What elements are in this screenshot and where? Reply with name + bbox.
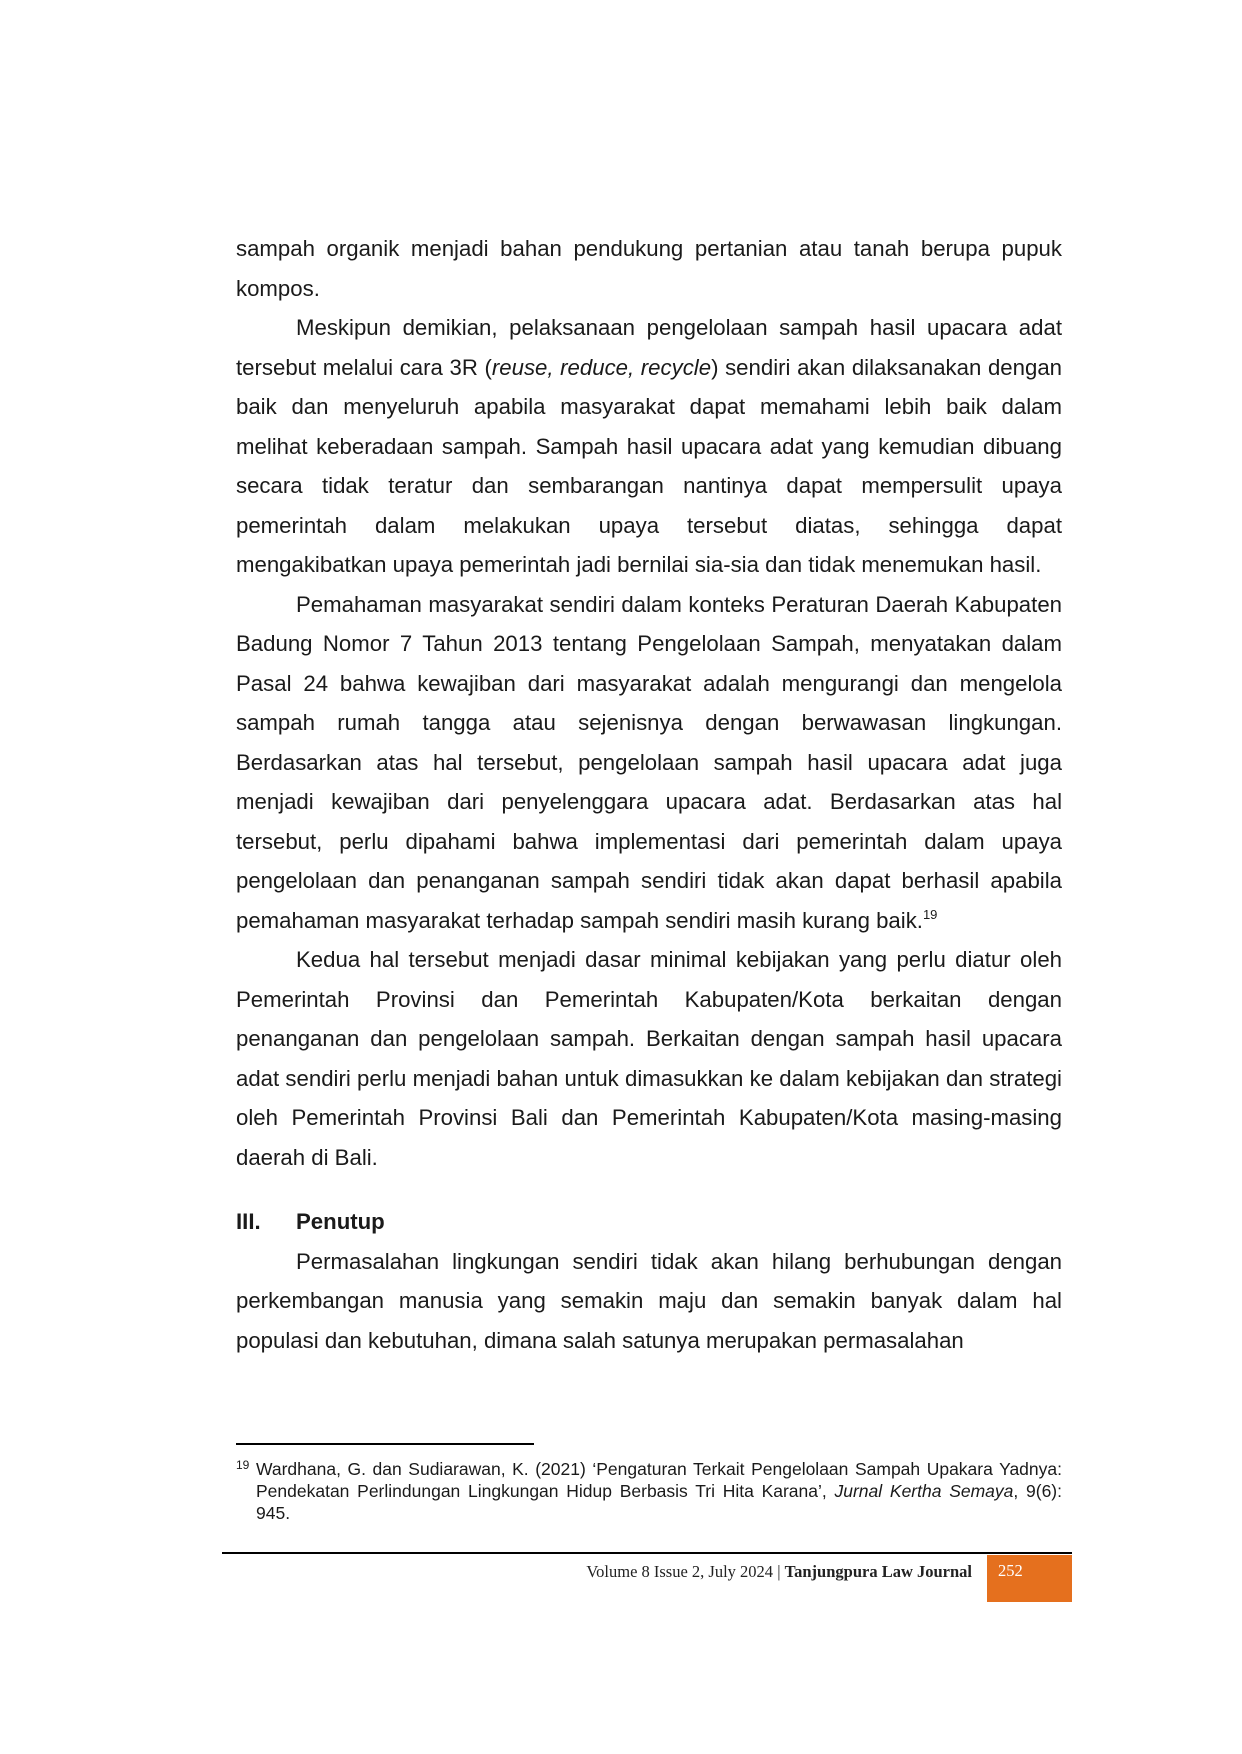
page-number-box (987, 1555, 1072, 1602)
paragraph-1 (236, 229, 1062, 308)
paragraph-3-text: Pemahaman masyarakat sendiri dalam konteks Peraturan Daerah Kabupaten Badung Nomor 7 Tahun 2013 tentang Pengelolaan Sampah, menyatakan dalam Pasal 24 bahwa kewajiban dari masyarakat adalah mengurangi dan mengelola sampah rumah tangga atau sejenisnya dengan berwawasan lingkungan. Berdasarkan atas hal tersebut, pengelolaan sampah hasil upacara adat juga menjadi kewajiban dari penyelenggara upacara adat. Berdasarkan atas hal tersebut, perlu dipahami bahwa implementasi dari pemerintah dalam upaya pengelolaan dan penanganan sampah sendiri tidak akan dapat berhasil apabila pemahaman masyarakat terhadap sampah sendiri masih kurang baik. (236, 591, 1062, 933)
paragraph-4-text: Kedua hal tersebut menjadi dasar minimal kebijakan yang perlu diatur oleh Pemerintah Provinsi dan Pemerintah Kabupaten/Kota berkaitan dengan penanganan dan pengelolaan sampah. Berkaitan dengan sampah hasil upacara adat sendiri perlu menjadi bahan untuk dimasukkan ke dalam kebijakan dan strategi oleh Pemerintah Provinsi Bali dan Pemerintah Kabupaten/Kota masing-masing daerah di Bali. (236, 947, 1062, 1170)
footnote-divider (236, 1443, 534, 1445)
footer-journal-name: Tanjungpura Law Journal (784, 1562, 972, 1581)
footnote-mark: 19 (236, 1458, 250, 1472)
footnote-text-start: Wardhana, G. dan Sudiarawan, K. (2021) ‘Pengaturan Terkait Pengelolaan Sampah Upakara Yadnya: Pendekatan Perlindungan Lingkungan Hidup Berbasis Tri Hita Karana’, (256, 1459, 1062, 1501)
page-number: 252 (998, 1561, 1023, 1580)
footnote-body (256, 1458, 1062, 1524)
footnote-journal-title: Jurnal Kertha Semaya (834, 1481, 1014, 1501)
footer-issue: Volume 8 Issue 2, July 2024 (586, 1562, 774, 1581)
footnote-text-end: , 9(6): 945. (256, 1481, 1062, 1523)
paragraph-4 (236, 940, 1062, 1177)
footnote-19 (236, 1458, 1062, 1524)
section-number: III. (236, 1209, 261, 1234)
closing-paragraph (236, 1242, 1062, 1361)
footnote-reference-19[interactable]: 19 (922, 906, 938, 922)
paragraph-3 (236, 585, 1062, 941)
paragraph-2-text-start: Meskipun demikian, pelaksanaan pengelolaan sampah hasil upacara adat tersebut melalui cara 3R ( (236, 315, 1062, 380)
paragraph-1-text: sampah organik menjadi bahan pendukung pertanian atau tanah berupa pupuk kompos. (236, 236, 1062, 301)
paragraph-2-italic-terms: reuse, reduce, recycle (491, 354, 712, 380)
footer-separator: | (777, 1562, 781, 1581)
running-footer (586, 1560, 972, 1584)
paragraph-2-text-end: ) sendiri akan dilaksanakan dengan baik dan menyeluruh apabila masyarakat dapat memahami lebih baik dalam melihat keberadaan sampah. Sampah hasil upacara adat yang kemudian dibuang secara tidak teratur dan sembarangan nantinya dapat mempersulit upaya pemerintah dalam melakukan upaya tersebut diatas, sehingga dapat mengakibatkan upaya pemerintah jadi bernilai sia-sia dan tidak menemukan hasil. (236, 354, 1062, 577)
footer-divider (222, 1552, 1072, 1554)
paragraph-2 (236, 308, 1062, 585)
section-title: Penutup (296, 1209, 385, 1234)
body-text (236, 229, 1062, 1360)
section-heading (236, 1202, 1062, 1242)
closing-paragraph-text: Permasalahan lingkungan sendiri tidak akan hilang berhubungan dengan perkembangan manusia yang semakin maju dan semakin banyak dalam hal populasi dan kebutuhan, dimana salah satunya merupakan permasalahan (236, 1248, 1062, 1353)
